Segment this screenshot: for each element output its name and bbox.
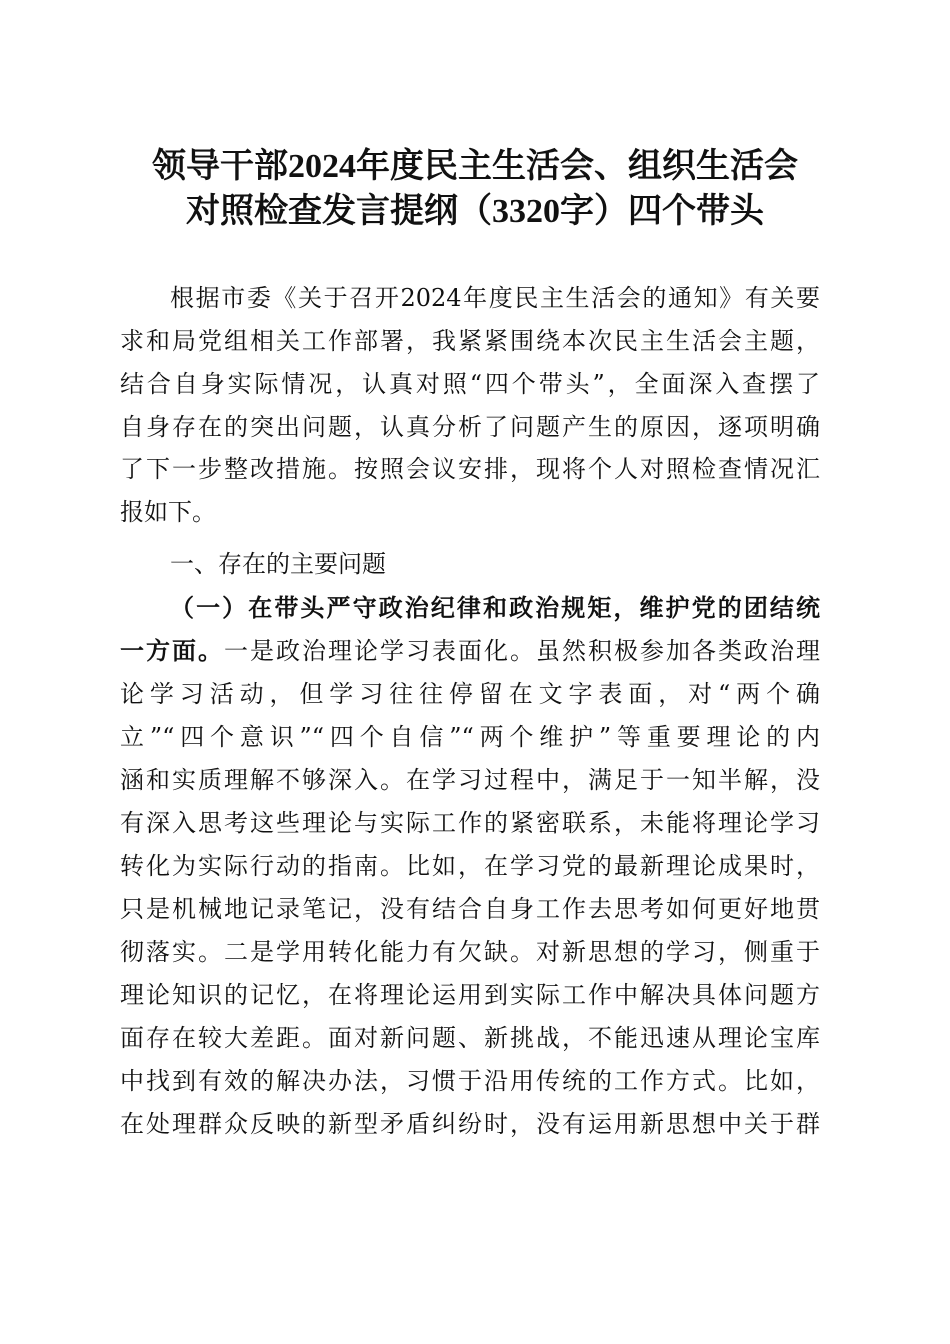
body-line: 立”“四个意识”“四个自信”“两个维护”等重要理论的内	[120, 723, 820, 751]
body-line: 在处理群众反映的新型矛盾纠纷时，没有运用新思想中关于群	[120, 1110, 820, 1138]
body-line: 中找到有效的解决办法，习惯于沿用传统的工作方式。比如，	[120, 1067, 820, 1095]
subsection-title: （一）在带头严守政治纪律和政治规矩，维护党的团结统	[170, 593, 820, 622]
body-text: 一是政治理论学习表面化。虽然积极参加各类政治理	[224, 637, 820, 665]
body-line: 转化为实际行动的指南。比如，在学习党的最新理论成果时，	[120, 852, 820, 880]
document-title-line-1: 领导干部2024年度民主生活会、组织生活会	[152, 148, 798, 185]
intro-line: 结合自身实际情况，认真对照“四个带头”，全面深入查摆了	[120, 370, 820, 398]
intro-line: 自身存在的突出问题，认真分析了问题产生的原因，逐项明确	[120, 413, 820, 441]
subsection-title-end: 一方面。	[120, 636, 224, 665]
body-line: 面存在较大差距。面对新问题、新挑战，不能迅速从理论宝库	[120, 1024, 820, 1052]
body-line: 只是机械地记录笔记，没有结合自身工作去思考如何更好地贯	[120, 895, 820, 923]
body-line: 理论知识的记忆，在将理论运用到实际工作中解决具体问题方	[120, 981, 820, 1009]
body-line	[120, 636, 820, 666]
intro-line: 求和局党组相关工作部署，我紧紧围绕本次民主生活会主题，	[120, 327, 820, 355]
body-line: 论学习活动，但学习往往停留在文字表面，对“两个确	[120, 680, 820, 708]
section-heading: 一、存在的主要问题	[170, 550, 386, 578]
body-line: 涵和实质理解不够深入。在学习过程中，满足于一知半解，没	[120, 766, 820, 794]
body-line: 有深入思考这些理论与实际工作的紧密联系，未能将理论学习	[120, 809, 820, 837]
intro-line: 根据市委《关于召开2024年度民主生活会的通知》有关要	[170, 284, 820, 312]
document-title-line-2: 对照检查发言提纲（3320字）四个带头	[186, 193, 764, 230]
intro-line: 了下一步整改措施。按照会议安排，现将个人对照检查情况汇	[120, 455, 820, 483]
intro-line: 报如下。	[120, 498, 216, 526]
body-line: 彻落实。二是学用转化能力有欠缺。对新思想的学习，侧重于	[120, 938, 820, 966]
